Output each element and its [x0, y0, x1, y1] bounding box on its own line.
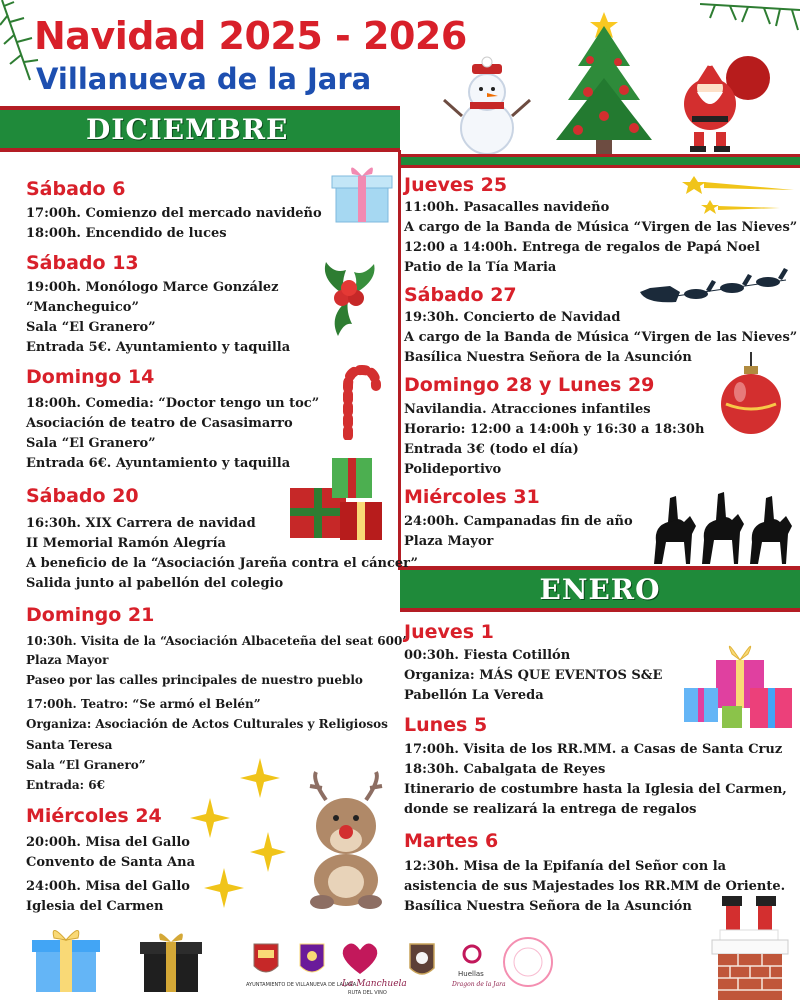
event-day-heading: Jueves 1 [404, 621, 494, 643]
event-line: 12:00 a 14:00h. Entrega de regalos de Papá Noel [404, 240, 760, 255]
event-day-heading: Miércoles 24 [26, 805, 162, 827]
event-line: 18:00h. Encendido de luces [26, 226, 227, 241]
event-line: Santa Teresa [26, 738, 113, 752]
event-line: 24:00h. Misa del Gallo [26, 879, 190, 894]
candy-cane-icon [332, 364, 382, 440]
three-kings-camels-icon [650, 486, 798, 566]
event-line: Polideportivo [404, 462, 502, 477]
event-line: A beneficio de la “Asociación Jareña contra el cáncer” [26, 556, 418, 571]
gift-box-black-icon [138, 928, 204, 994]
event-day-heading: Sábado 27 [404, 284, 517, 306]
presents-pile-icon [680, 632, 796, 732]
event-line: Entrada: 6€ [26, 778, 105, 792]
gift-box-yellow-icon [30, 922, 102, 994]
christmas-tree-icon [548, 4, 660, 156]
event-line: Iglesia del Carmen [26, 899, 164, 914]
column-divider [398, 150, 401, 570]
january-banner-label: ENERO [539, 572, 661, 606]
event-line: 12:30h. Misa de la Epifanía del Señor con la [404, 859, 727, 874]
december-banner-label: DICIEMBRE [86, 112, 289, 146]
santa-claus-icon [670, 54, 782, 154]
ornament-ball-icon [716, 352, 786, 438]
event-day-heading: Sábado 6 [26, 178, 126, 200]
huellas-logo [451, 946, 506, 988]
january-banner [400, 566, 800, 612]
reindeer-icon [296, 770, 396, 910]
snowman-icon [442, 56, 532, 156]
gift-stack-icon [288, 452, 384, 542]
event-line: asistencia de sus Majestades los RR.MM de Oriente. [404, 879, 786, 894]
event-line: 11:00h. Pasacalles navideño [404, 200, 610, 215]
event-line: 10:30h. Visita de la “Asociación Albaceteña del seat 600” [26, 634, 410, 648]
sparkle-stars-icon [186, 752, 286, 912]
fir-branch-right-icon [700, 0, 800, 40]
huellas-logo-subtext: Dragon de la Jara [452, 981, 506, 988]
event-day-heading: Martes 6 [404, 830, 499, 852]
event-day-heading: Lunes 5 [404, 714, 488, 736]
event-line: Convento de Santa Ana [26, 855, 196, 870]
event-day-heading: Domingo 14 [26, 366, 155, 388]
event-line: II Memorial Ramón Alegría [26, 536, 226, 551]
event-line: 00:30h. Fiesta Cotillón [404, 648, 571, 663]
event-line: 17:00h. Comienzo del mercado navideño [26, 206, 322, 221]
gift-box-icon [330, 160, 394, 226]
event-line: Sala “El Granero” [26, 758, 146, 772]
event-line: Plaza Mayor [26, 653, 109, 667]
event-line: A cargo de la Banda de Música “Virgen de las Nieves” [404, 330, 798, 345]
page-subtitle: Villanueva de la Jara [36, 62, 372, 96]
event-line: Basílica Nuestra Señora de la Asunción [404, 350, 692, 365]
santa-chimney-icon [708, 896, 798, 1000]
event-line: 20:00h. Misa del Gallo [26, 835, 190, 850]
page-title: Navidad 2025 - 2026 [34, 14, 467, 58]
fir-branch-left-icon [0, 0, 40, 90]
huellas-logo-text: Huellas [458, 970, 484, 978]
event-line: Entrada 5€. Ayuntamiento y taquilla [26, 340, 291, 355]
event-line: 17:00h. Teatro: “Se armó el Belén” [26, 697, 261, 711]
event-line: Organiza: MÁS QUE EVENTOS S&E [404, 668, 663, 683]
event-day-heading: Sábado 20 [26, 485, 139, 507]
event-line: Sala “El Granero” [26, 436, 156, 451]
event-line: Horario: 12:00 a 14:00h y 16:30 a 18:30h [404, 422, 705, 437]
event-line: Asociación de teatro de Casasimarro [26, 416, 293, 431]
event-line: Itinerario de costumbre hasta la Iglesia del Carmen, [404, 782, 787, 797]
event-line: 19:00h. Monólogo Marce González [26, 280, 279, 295]
top-right-divider [398, 154, 800, 168]
event-line: Paseo por las calles principales de nuestro pueblo [26, 673, 363, 687]
holly-icon [316, 256, 382, 340]
event-line: 17:00h. Visita de los RR.MM. a Casas de Santa Cruz [404, 742, 783, 757]
event-line: 24:00h. Campanadas fin de año [404, 514, 633, 529]
circle-emblem-logo [504, 938, 552, 986]
manchuela-logo [341, 943, 407, 996]
event-day-heading: Domingo 28 y Lunes 29 [404, 374, 655, 396]
church-seal-logo [300, 944, 324, 972]
event-day-heading: Sábado 13 [26, 252, 139, 274]
event-day-heading: Miércoles 31 [404, 486, 540, 508]
sponsor-logos [244, 936, 560, 998]
shooting-stars-icon [680, 168, 796, 218]
event-line: 16:30h. XIX Carrera de navidad [26, 516, 256, 531]
event-line: Entrada 6€. Ayuntamiento y taquilla [26, 456, 291, 471]
december-banner [0, 106, 400, 152]
event-day-heading: Domingo 21 [26, 604, 155, 626]
ayuntamiento-logo-text: AYUNTAMIENTO DE VILLANUEVA DE LA JARA [246, 982, 357, 988]
event-line: 18:30h. Cabalgata de Reyes [404, 762, 606, 777]
event-day-heading: Jueves 25 [404, 174, 508, 196]
event-line: “Mancheguico” [26, 300, 139, 315]
event-line: Salida junto al pabellón del colegio [26, 576, 284, 591]
event-line: donde se realizará la entrega de regalos [404, 802, 697, 817]
event-line: Organiza: Asociación de Actos Culturales y Religiosos [26, 717, 388, 731]
manchuela-logo-text: La Manchuela [342, 979, 407, 989]
event-line: Basílica Nuestra Señora de la Asunción [404, 899, 692, 914]
event-line: A cargo de la Banda de Música “Virgen de las Nieves” [404, 220, 798, 235]
santa-sleigh-icon [636, 266, 796, 316]
event-line: Plaza Mayor [404, 534, 494, 549]
event-line: Entrada 3€ (todo el día) [404, 442, 579, 457]
manchuela-logo-subtext: RUTA DEL VINO [348, 990, 387, 996]
event-line: Navilandia. Atracciones infantiles [404, 402, 651, 417]
event-line: 18:00h. Comedia: “Doctor tengo un toc” [26, 396, 320, 411]
event-line: Patio de la Tía Maria [404, 260, 557, 275]
crest-logo [410, 944, 434, 974]
event-line: Sala “El Granero” [26, 320, 156, 335]
event-line: 19:30h. Concierto de Navidad [404, 310, 621, 325]
event-line: Pabellón La Vereda [404, 688, 544, 703]
